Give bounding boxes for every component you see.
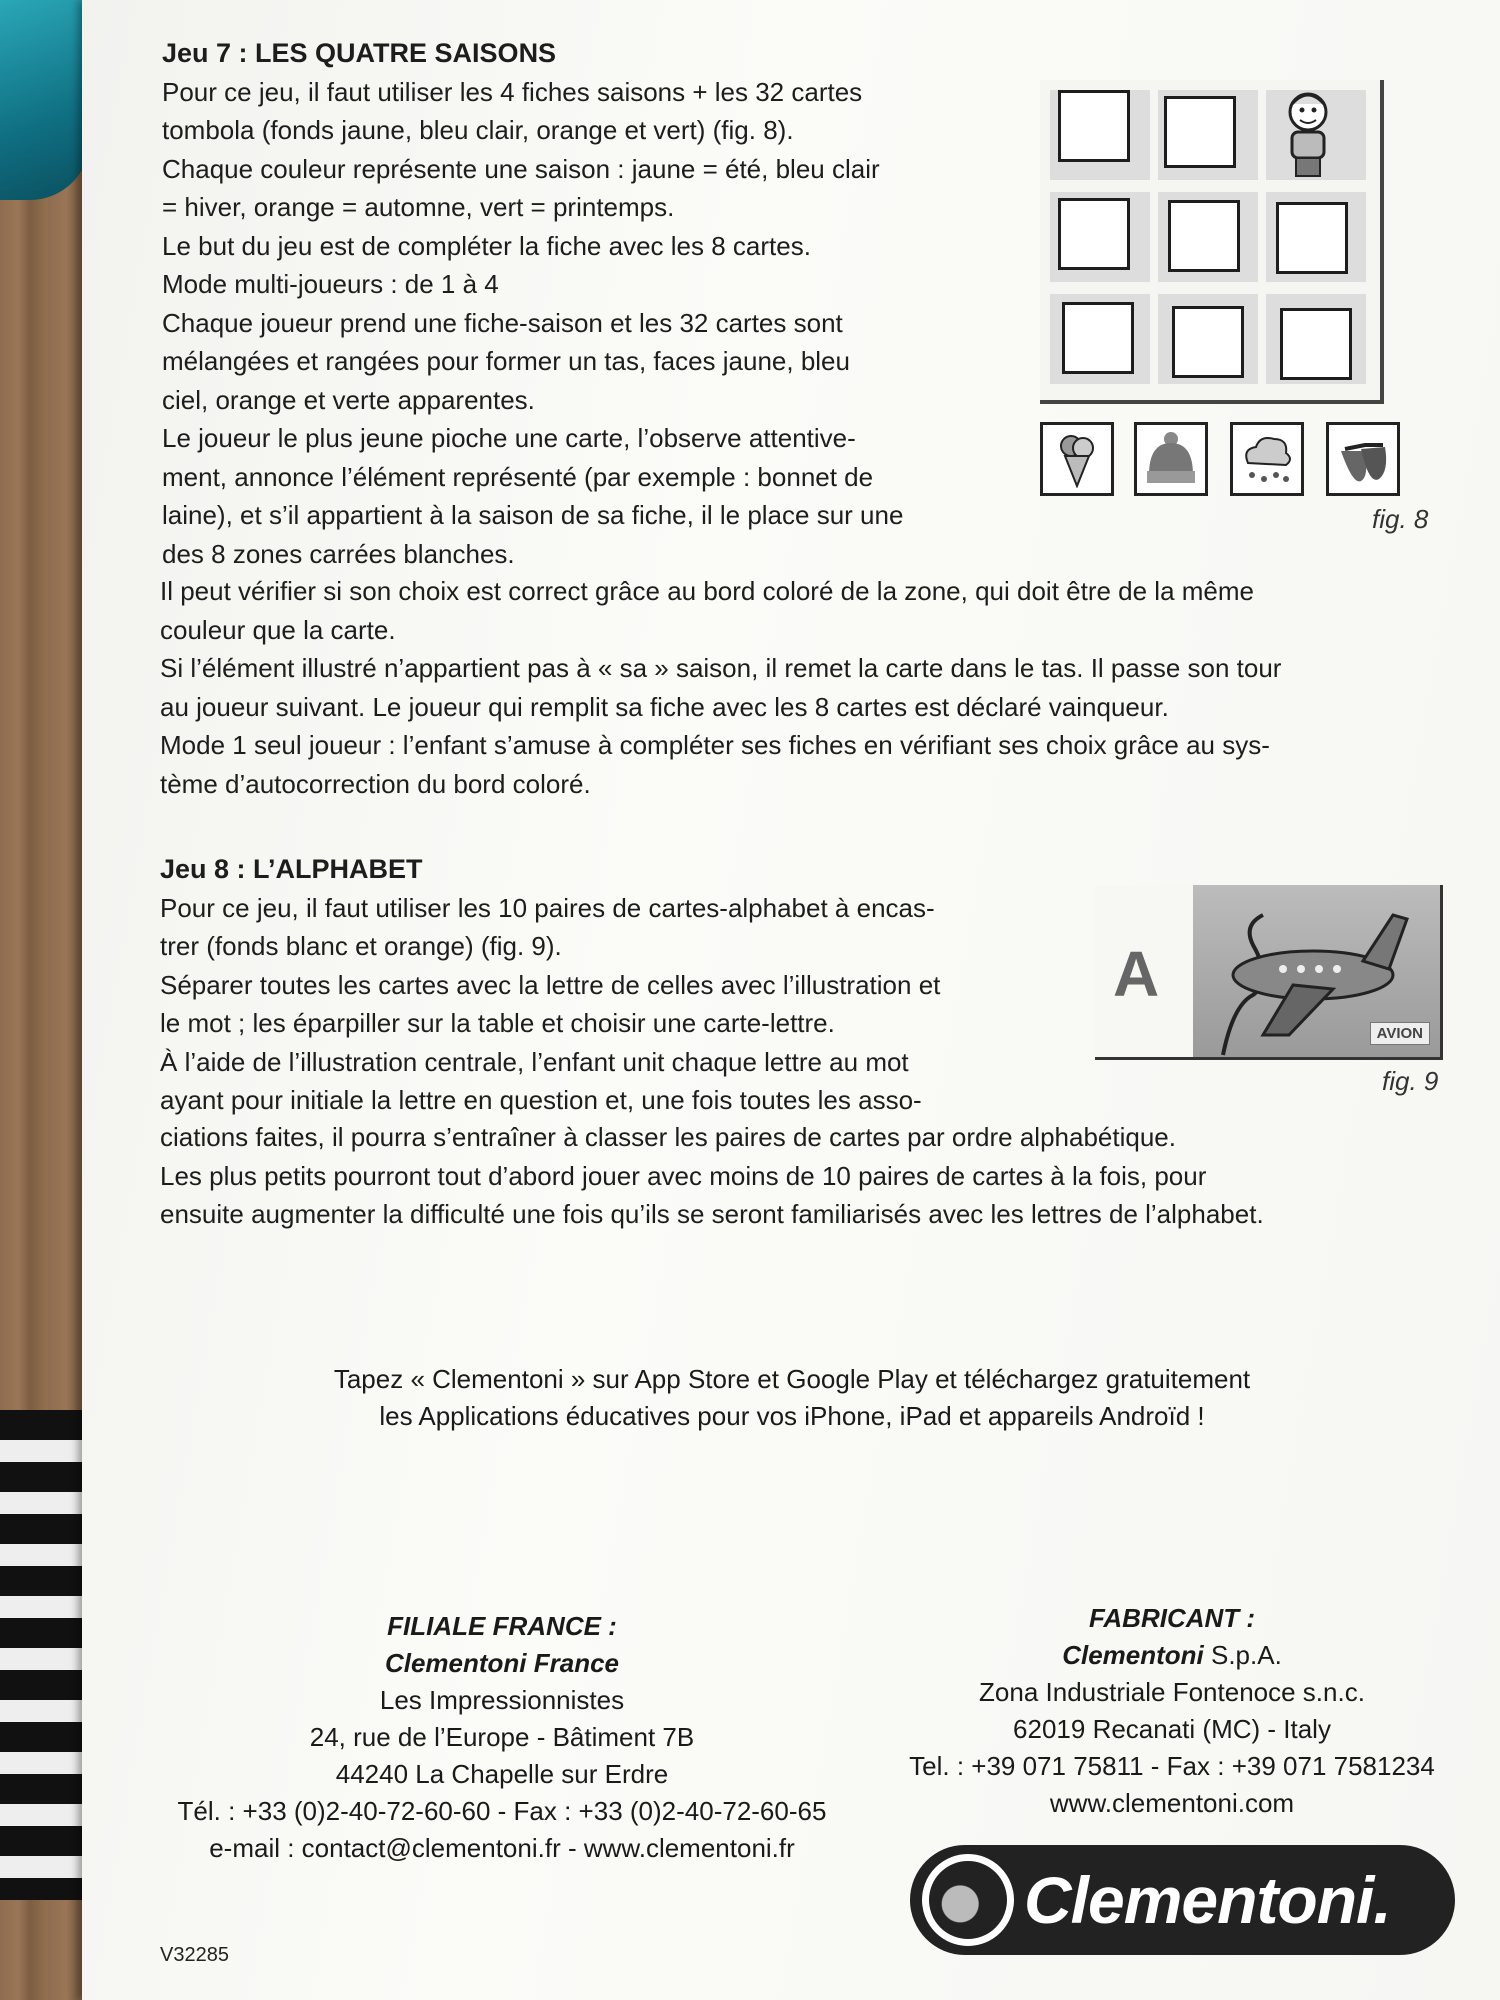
filiale-line: Les Impressionnistes bbox=[379, 1685, 625, 1715]
app-notice-line: Tapez « Clementoni » sur App Store et Google Play et téléchargez gratuitement bbox=[333, 1364, 1251, 1394]
fig9-caption: fig. 9 bbox=[1382, 1066, 1439, 1096]
jeu7-line: Mode 1 seul joueur : l’enfant s’amuse à compléter ses fiches en vérifiant ses choix grâce au sys- bbox=[160, 730, 1270, 760]
empty-zone bbox=[1276, 202, 1348, 274]
jeu7-section-full bbox=[160, 572, 1450, 803]
fabricant-line: Zona Industriale Fontenoce s.n.c. bbox=[979, 1677, 1365, 1707]
empty-zone bbox=[1172, 306, 1244, 378]
filiale-heading: FILIALE FRANCE : bbox=[387, 1611, 617, 1641]
fabricant-company: Clementoni bbox=[1062, 1640, 1204, 1670]
jeu8-line: À l’aide de l’illustration centrale, l’enfant unit chaque lettre au mot bbox=[160, 1046, 909, 1077]
striped-board bbox=[0, 1410, 90, 1900]
fabricant-company-suffix: S.p.A. bbox=[1203, 1640, 1282, 1670]
jeu7-line: tème d’autocorrection du bord coloré. bbox=[160, 768, 591, 799]
strawberries-icon bbox=[1326, 422, 1400, 496]
fig9-alphabet-cards bbox=[1095, 885, 1443, 1060]
jeu7-line: Chaque joueur prend une fiche-saison et les 32 cartes sont bbox=[162, 307, 843, 338]
version-code: V32285 bbox=[160, 1944, 229, 1966]
jeu7-line: couleur que la carte. bbox=[160, 614, 396, 645]
filiale-line: e-mail : contact@clementoni.fr - www.clementoni.fr bbox=[209, 1833, 795, 1863]
empty-zone bbox=[1058, 90, 1130, 162]
jeu8-line: ayant pour initiale la lettre en question et, une fois toutes les asso- bbox=[160, 1085, 922, 1115]
filiale-company: Clementoni France bbox=[384, 1648, 620, 1678]
empty-zone bbox=[1062, 302, 1134, 374]
wool-hat-icon bbox=[1134, 422, 1208, 496]
jeu8-line: ensuite augmenter la difficulté une fois qu’ils se seront familiarisés avec les lettres de l’alphabet. bbox=[160, 1199, 1264, 1229]
jeu7-line: Pour ce jeu, il faut utiliser les 4 fiches saisons + les 32 cartes bbox=[162, 76, 863, 107]
empty-zone bbox=[1058, 198, 1130, 270]
fig8-season-board bbox=[1040, 80, 1384, 404]
fabricant-line: 62019 Recanati (MC) - Italy bbox=[1013, 1714, 1331, 1744]
jeu8-title: Jeu 8 : L’ALPHABET bbox=[160, 854, 423, 884]
jeu7-line: mélangées et rangées pour former un tas, faces jaune, bleu bbox=[162, 346, 850, 376]
filiale-line: Tél. : +33 (0)2-40-72-60-60 - Fax : +33 (0)2-40-72-60-65 bbox=[177, 1796, 827, 1826]
jeu7-line: ciel, orange et verte apparentes. bbox=[162, 384, 535, 415]
fabricant-line: Tel. : +39 071 75811 - Fax : +39 071 7581234 bbox=[909, 1751, 1435, 1781]
airplane-card bbox=[1193, 885, 1440, 1057]
fabricant-company-line bbox=[862, 1637, 1482, 1674]
jeu7-line: Le but du jeu est de compléter la fiche avec les 8 cartes. bbox=[162, 230, 811, 261]
filiale-line: 24, rue de l’Europe - Bâtiment 7B bbox=[309, 1722, 695, 1752]
toy-corner bbox=[0, 0, 90, 200]
word-label: AVION bbox=[1370, 1022, 1430, 1045]
empty-zone bbox=[1168, 200, 1240, 272]
jeu8-section-full bbox=[160, 1118, 1460, 1234]
jeu8-line: Les plus petits pourront tout d’abord jouer avec moins de 10 paires de cartes à la fois, pour bbox=[160, 1160, 1207, 1191]
jeu8-line: Pour ce jeu, il faut utiliser les 10 paires de cartes-alphabet à encas- bbox=[160, 892, 935, 923]
jeu8-line: ciations faites, il pourra s’entraîner à classer les paires de cartes par ordre alphabétique. bbox=[160, 1122, 1176, 1152]
app-notice bbox=[202, 1361, 1382, 1435]
jeu7-line: tombola (fonds jaune, bleu clair, orange et vert) (fig. 8). bbox=[162, 115, 794, 145]
jeu7-line: Le joueur le plus jeune pioche une carte, l’observe attentive- bbox=[162, 423, 856, 453]
app-notice-line: les Applications éducatives pour vos iPhone, iPad et appareils Androïd ! bbox=[379, 1401, 1205, 1431]
jeu7-line: Mode multi-joueurs : de 1 à 4 bbox=[162, 269, 499, 299]
empty-zone bbox=[1164, 96, 1236, 168]
rain-cloud-icon bbox=[1230, 422, 1304, 496]
logo-text: Clementoni. bbox=[1024, 1863, 1391, 1937]
child-icon bbox=[1278, 88, 1338, 183]
jeu7-line: Si l’élément illustré n’appartient pas à « sa » saison, il remet la carte dans le tas. Il passe son tour bbox=[160, 653, 1282, 683]
jeu8-line: le mot ; les éparpiller sur la table et choisir une carte-lettre. bbox=[160, 1008, 835, 1038]
jeu7-section bbox=[162, 34, 1092, 573]
fabricant-block bbox=[862, 1600, 1482, 1822]
fabricant-heading: FABRICANT : bbox=[1088, 1603, 1256, 1633]
logo-ring-icon bbox=[922, 1854, 1014, 1946]
fig8-caption: fig. 8 bbox=[1372, 504, 1429, 534]
filiale-line: 44240 La Chapelle sur Erdre bbox=[335, 1759, 669, 1789]
empty-zone bbox=[1280, 308, 1352, 380]
jeu8-line: trer (fonds blanc et orange) (fig. 9). bbox=[160, 931, 562, 961]
clementoni-logo bbox=[910, 1845, 1455, 1955]
jeu7-line: = hiver, orange = automne, vert = printemps. bbox=[162, 192, 675, 222]
jeu7-line: laine), et s’il appartient à la saison de sa fiche, il le place sur une bbox=[162, 500, 904, 530]
fig8-cards bbox=[1040, 422, 1400, 500]
jeu7-line: Il peut vérifier si son choix est correct grâce au bord coloré de la zone, qui doit être de la même bbox=[160, 576, 1255, 606]
jeu8-section bbox=[160, 850, 1100, 1120]
instruction-sheet bbox=[82, 0, 1500, 2000]
fabricant-line: www.clementoni.com bbox=[1049, 1788, 1295, 1818]
ice-cream-icon bbox=[1040, 422, 1114, 496]
filiale-france-block bbox=[142, 1608, 862, 1867]
jeu7-line: ment, annonce l’élément représenté (par exemple : bonnet de bbox=[162, 461, 874, 492]
jeu7-line: au joueur suivant. Le joueur qui remplit sa fiche avec les 8 cartes est déclaré vainqueur. bbox=[160, 691, 1169, 722]
jeu7-title: Jeu 7 : LES QUATRE SAISONS bbox=[162, 38, 557, 68]
jeu8-line: Séparer toutes les cartes avec la lettre de celles avec l’illustration et bbox=[160, 969, 941, 1000]
jeu7-line: Chaque couleur représente une saison : jaune = été, bleu clair bbox=[162, 153, 880, 184]
jeu7-line: des 8 zones carrées blanches. bbox=[162, 538, 515, 569]
letter-card: A bbox=[1113, 938, 1160, 1010]
